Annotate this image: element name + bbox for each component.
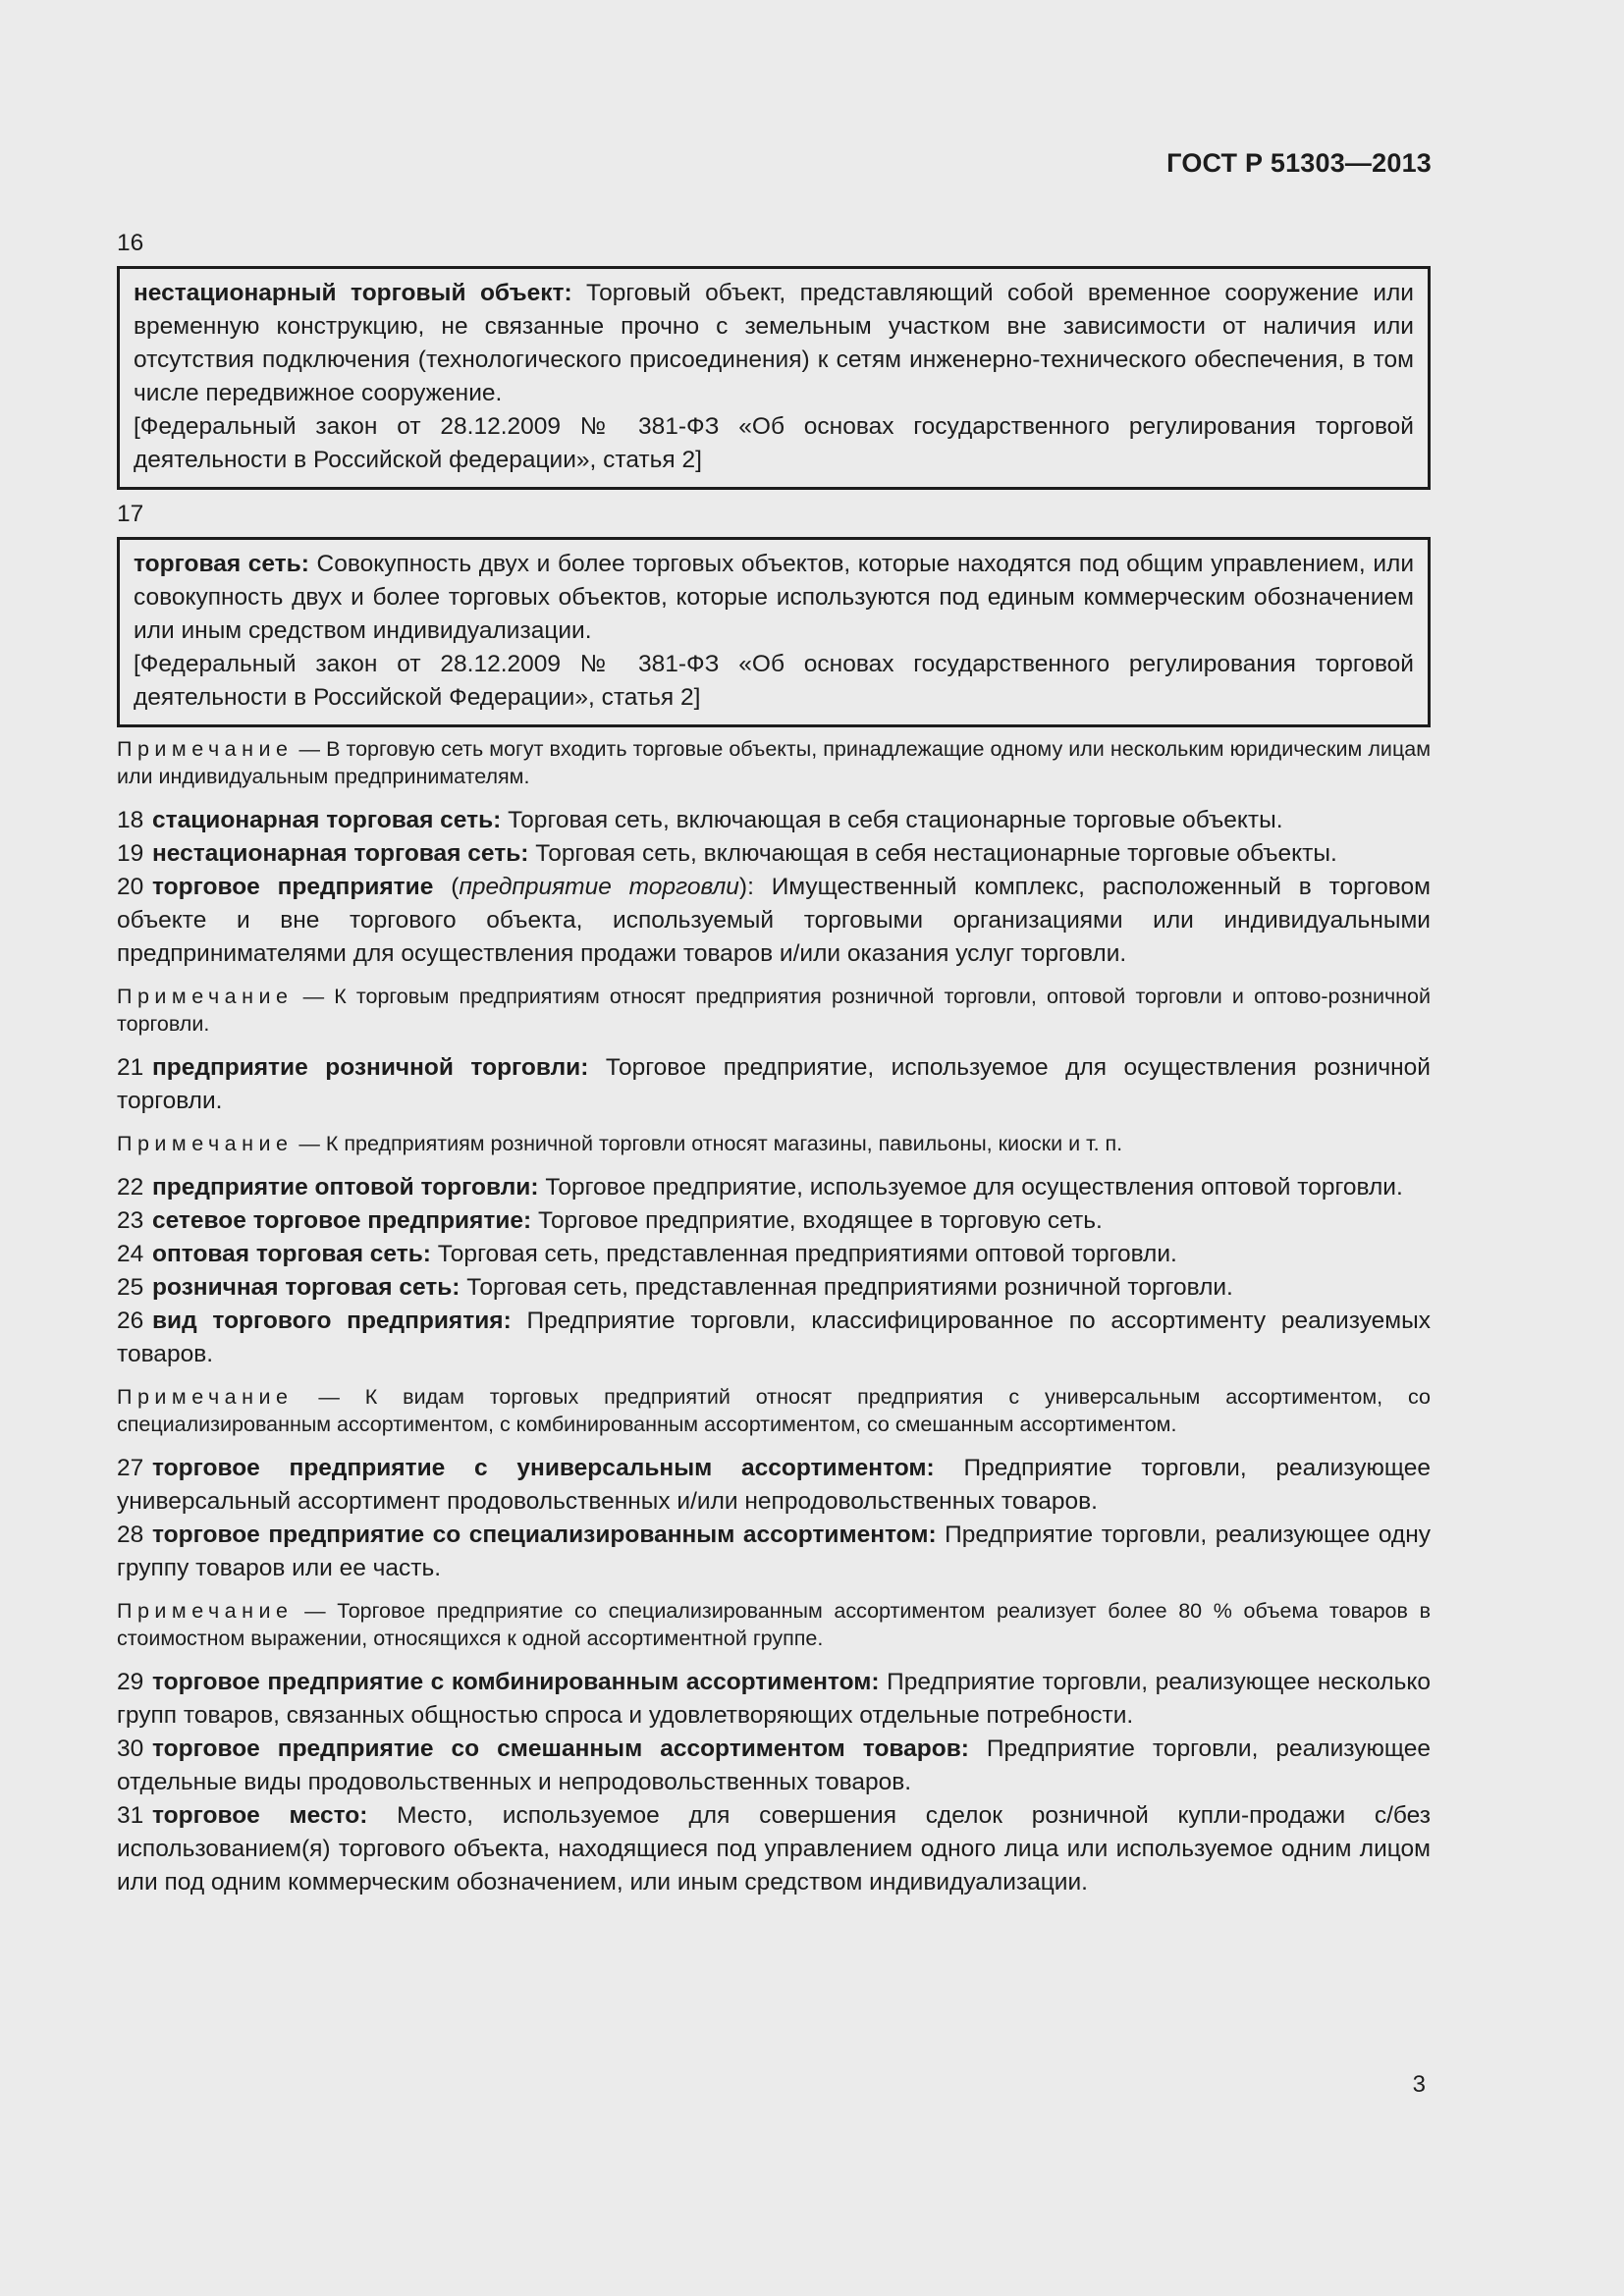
entries-27-28 — [117, 1452, 1431, 1585]
entry-number: 26 — [117, 1308, 144, 1334]
page-number: 3 — [1412, 2071, 1426, 2098]
definition-text: Торговая сеть, представленная предприятиями оптовой торговли. — [430, 1241, 1177, 1267]
entry-29 — [117, 1666, 1431, 1733]
definition-text: Предприятие торговли, классифицированное по ассортименту реализуемых товаров. — [117, 1308, 1431, 1367]
definition-box-17 — [117, 537, 1431, 727]
definition-text: Торговое предприятие, используемое для осуществления оптовой торговли. — [538, 1174, 1403, 1201]
definition-text: ): Имущественный комплекс, расположенный в торговом объекте и вне торгового объекта, используемый торговыми организациями или индивидуальными предпринимателями для осуществления продажи товаров и/или оказания услуг торговли. — [117, 874, 1431, 967]
entry-number: 25 — [117, 1274, 144, 1301]
note-label: Примечание — [117, 1599, 294, 1623]
note-label: Примечание — [117, 1385, 294, 1409]
entry-21-block — [117, 1051, 1431, 1118]
entry-25 — [117, 1271, 1431, 1305]
entry-20 — [117, 871, 1431, 971]
definition-text: Торговая сеть, включающая в себя стационарные торговые объекты. — [501, 807, 1283, 833]
note-label: Примечание — [117, 985, 294, 1008]
term: стационарная торговая сеть: — [152, 807, 502, 833]
term-16: нестационарный торговый объект: — [134, 280, 572, 306]
entry-number: 22 — [117, 1174, 144, 1201]
definition-text-17: Совокупность двух и более торговых объектов, которые находятся под общим управлением, или совокупность двух и более торговых объектов, которые используются под единым коммерческим обозначением или иным средством индивидуализации. — [134, 551, 1415, 644]
definition-text: Торговая сеть, включающая в себя нестационарные торговые объекты. — [528, 840, 1337, 867]
entry-number: 18 — [117, 807, 144, 833]
definition-16 — [134, 277, 1414, 410]
note-text-21: — К предприятиям розничной торговли относят магазины, павильоны, киоски и т. п. — [293, 1132, 1123, 1155]
entry-number: 30 — [117, 1735, 144, 1762]
term-17: торговая сеть: — [134, 551, 309, 577]
entry-26 — [117, 1305, 1431, 1371]
entry-31 — [117, 1799, 1431, 1899]
entry-22 — [117, 1171, 1431, 1204]
entry-number: 19 — [117, 840, 144, 867]
source-16: [Федеральный закон от 28.12.2009 № 381-ФЗ «Об основах государственного регулирования торговой деятельности в Российской федерации», статья 2] — [134, 413, 1414, 473]
definition-text: Предприятие торговли, реализующее одну группу товаров или ее часть. — [117, 1522, 1431, 1581]
entry-number: 20 — [117, 874, 144, 900]
entry-number-16: 16 — [117, 230, 144, 256]
note-17 — [117, 735, 1431, 790]
term: торговое предприятие с универсальным ассортиментом: — [152, 1455, 935, 1481]
entry-number: 28 — [117, 1522, 144, 1548]
entry-18 — [117, 804, 1431, 837]
page-content — [117, 227, 1431, 1899]
document-id: ГОСТ Р 51303—2013 — [1166, 148, 1432, 178]
entry-21 — [117, 1051, 1431, 1118]
definition-text-16: Торговый объект, представляющий собой временное сооружение или временную конструкцию, не связанные прочно с земельным участком вне зависимости от наличия или отсутствия подключения (технологического присоединения) к сетям инженерно-технического обеспечения, в том числе передвижное сооружение. — [134, 280, 1414, 406]
term: торговое предприятие со специализированным ассортиментом: — [152, 1522, 937, 1548]
note-label: Примечание — [117, 1132, 294, 1155]
paren-open: ( — [433, 874, 460, 900]
entry-23 — [117, 1204, 1431, 1238]
entries-18-20 — [117, 804, 1431, 971]
definition-text: Торговое предприятие, используемое для осуществления розничной торговли. — [117, 1054, 1431, 1114]
entry-number-17: 17 — [117, 501, 144, 527]
definition-text: Торговое предприятие, входящее в торговую сеть. — [531, 1207, 1103, 1234]
entry-19 — [117, 837, 1431, 871]
note-text-20: — К торговым предприятиям относят предприятия розничной торговли, оптовой торговли и оптово-розничной торговли. — [117, 985, 1431, 1036]
term: вид торгового предприятия: — [152, 1308, 512, 1334]
definition-17 — [134, 548, 1414, 648]
entry-number: 27 — [117, 1455, 144, 1481]
term: торговое место: — [152, 1802, 368, 1829]
definition-text: Предприятие торговли, реализующее несколько групп товаров, связанных общностью спроса и удовлетворяющих отдельные потребности. — [117, 1669, 1431, 1729]
definition-box-16 — [117, 266, 1431, 490]
note-21 — [117, 1130, 1431, 1157]
term: предприятие оптовой торговли: — [152, 1174, 539, 1201]
definition-text: Предприятие торговли, реализующее отдельные виды продовольственных и непродовольственных товаров. — [117, 1735, 1431, 1795]
definition-text: Торговая сеть, представленная предприятиями розничной торговли. — [460, 1274, 1233, 1301]
entry-number: 23 — [117, 1207, 144, 1234]
term: торговое предприятие — [152, 874, 434, 900]
note-26 — [117, 1383, 1431, 1438]
entry-number: 29 — [117, 1669, 144, 1695]
note-text-17: — В торговую сеть могут входить торговые объекты, принадлежащие одному или нескольким юридическим лицам или индивидуальным предпринимателям. — [117, 737, 1431, 788]
note-text-26: — К видам торговых предприятий относят предприятия с универсальным ассортиментом, со специализированным ассортиментом, с комбинированным ассортиментом, со смешанным ассортиментом. — [117, 1385, 1431, 1436]
entries-29-31 — [117, 1666, 1431, 1899]
definition-text: Предприятие торговли, реализующее универсальный ассортимент продовольственных и/или непродовольственных товаров. — [117, 1455, 1431, 1515]
entry-number: 21 — [117, 1054, 144, 1081]
source-17: [Федеральный закон от 28.12.2009 № 381-ФЗ «Об основах государственного регулирования торговой деятельности в Российской Федерации», статья 2] — [134, 651, 1414, 711]
term: торговое предприятие с комбинированным ассортиментом: — [152, 1669, 880, 1695]
entry-number: 24 — [117, 1241, 144, 1267]
term: предприятие розничной торговли: — [152, 1054, 589, 1081]
note-text-28: — Торговое предприятие со специализированным ассортиментом реализует более 80 % объема товаров в стоимостном выражении, относящихся к одной ассортиментной группе. — [117, 1599, 1431, 1650]
note-label: Примечание — [117, 737, 294, 761]
note-28 — [117, 1597, 1431, 1652]
entry-27 — [117, 1452, 1431, 1519]
entry-24 — [117, 1238, 1431, 1271]
alternative-term: предприятие торговли — [459, 874, 739, 900]
term: нестационарная торговая сеть: — [152, 840, 529, 867]
term: торговое предприятие со смешанным ассортиментом товаров: — [152, 1735, 969, 1762]
definition-text: Место, используемое для совершения сделок розничной купли-продажи с/без использованием(я) торгового объекта, находящиеся под управлением одного лица или используемое одним лицом или под одним коммерческим обозначением, или иным средством индивидуализации. — [117, 1802, 1431, 1896]
entries-22-26 — [117, 1171, 1431, 1371]
term: сетевое торговое предприятие: — [152, 1207, 532, 1234]
entry-28 — [117, 1519, 1431, 1585]
term: розничная торговая сеть: — [152, 1274, 460, 1301]
term: оптовая торговая сеть: — [152, 1241, 431, 1267]
entry-number: 31 — [117, 1802, 144, 1829]
entry-30 — [117, 1733, 1431, 1799]
note-20 — [117, 983, 1431, 1038]
